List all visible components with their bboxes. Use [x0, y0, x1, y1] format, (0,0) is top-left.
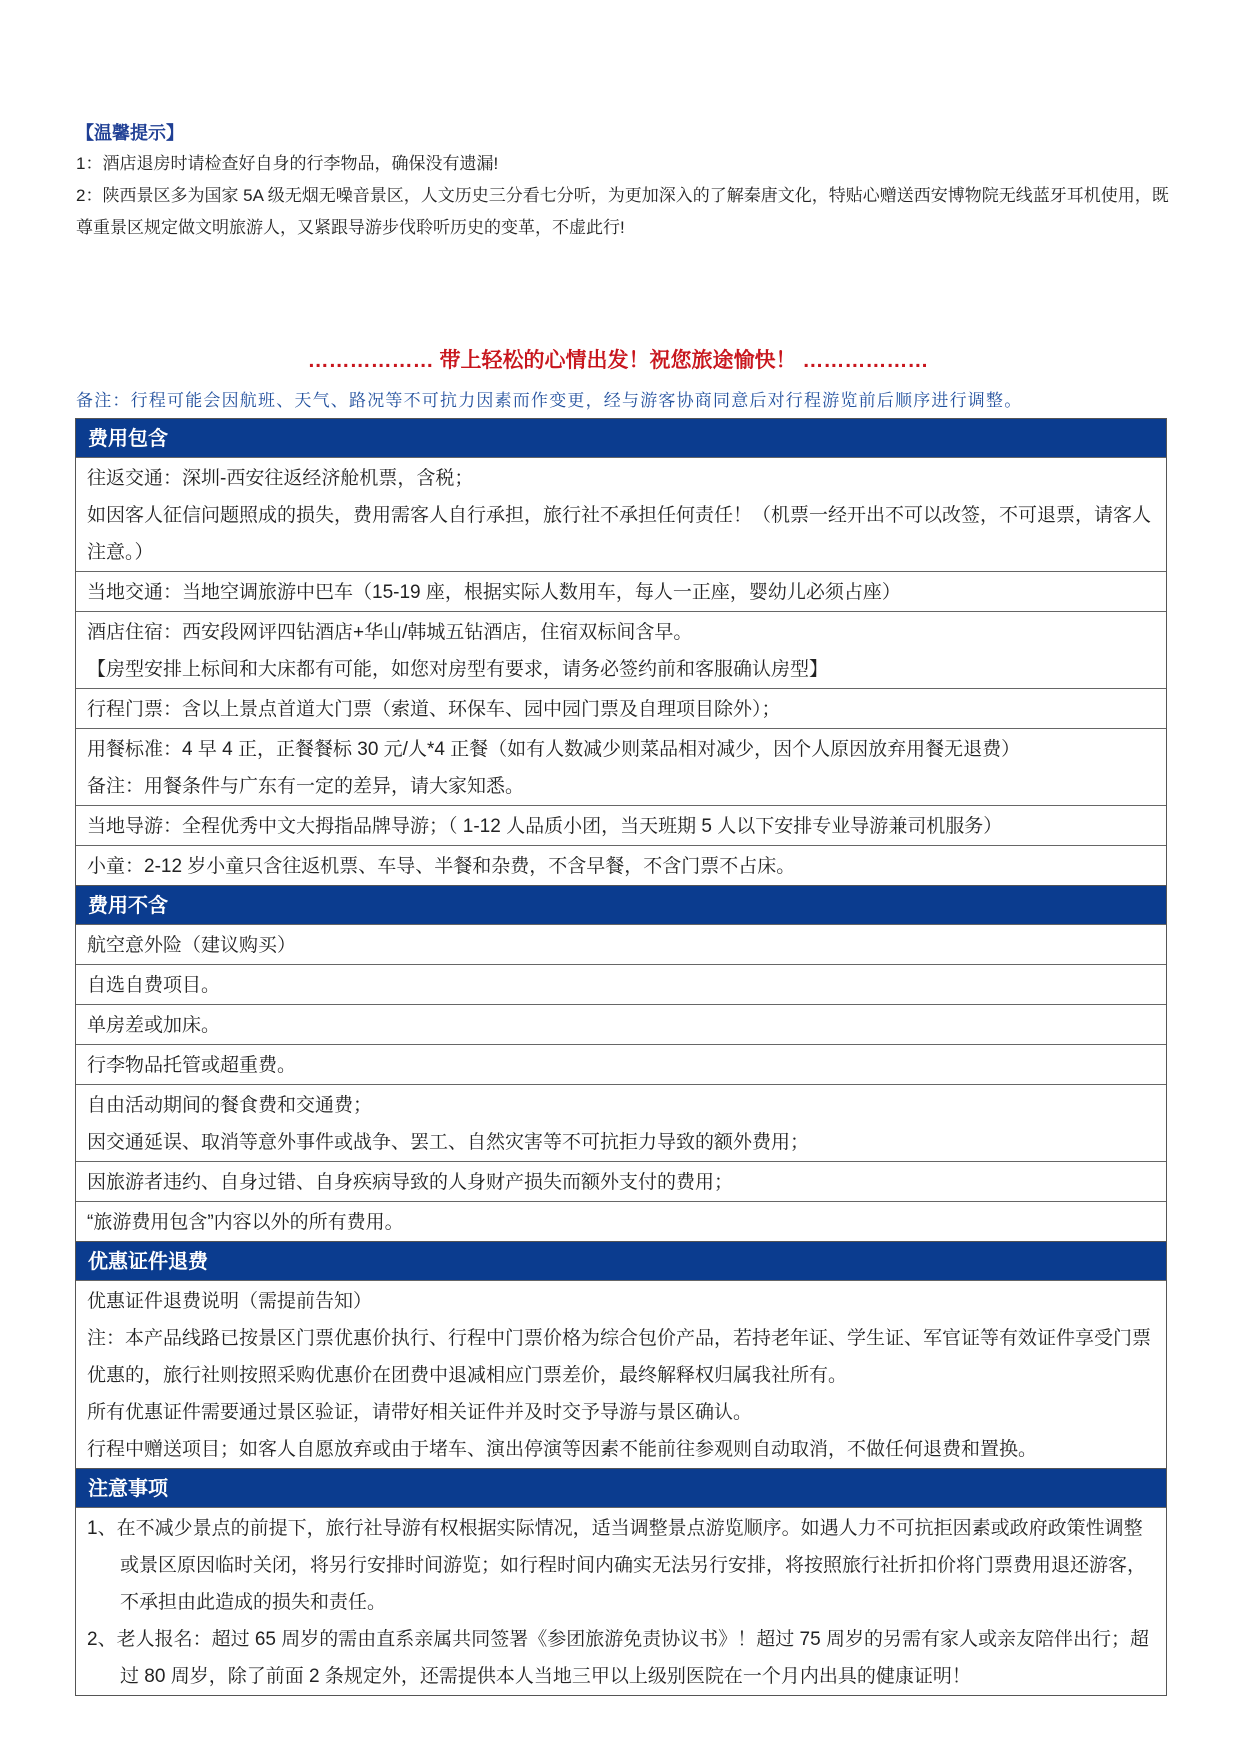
table-row — [76, 457, 1166, 571]
slogan: ……………… 带上轻松的心情出发！祝您旅途愉快！ ……………… — [307, 349, 929, 372]
table-row — [76, 964, 1166, 1004]
table-row — [76, 924, 1166, 964]
tip-item: 2：陕西景区多为国家 5A 级无烟无噪音景区，人文历史三分看七分听，为更加深入的了解秦唐文化，特贴心赠送西安博物院无线蓝牙耳机使用，既尊重景区规定做文明旅游人，又紧跟导游步伐聆听历史的变革，不虚此行! — [76, 186, 1169, 237]
itinerary-note: 备注：行程可能会因航班、天气、路况等不可抗力因素而作变更，经与游客协商同意后对行程游览前后顺序进行调整。 — [76, 391, 1023, 410]
table-row — [76, 1161, 1166, 1201]
notice-item: 1、在不减少景点的前提下，旅行社导游有权根据实际情况，适当调整景点游览顺序。如遇人力不可抗拒因素或政府政策性调整或景区原因临时关闭，将另行安排时间游览；如行程时间内确实无法另行安排，将按照旅行社折扣价将门票费用退还游客，不承担由此造成的损失和责任。 — [87, 1518, 1147, 1613]
row-line: 自由活动期间的餐食费和交通费； — [87, 1095, 373, 1116]
row-line: 当地交通：当地空调旅游中巴车（15-19 座，根据实际人数用车，每人一正座，婴幼儿必须占座） — [87, 582, 901, 603]
row-line: “旅游费用包含”内容以外的所有费用。 — [87, 1212, 404, 1233]
row-line: 往返交通：深圳-西安往返经济舱机票，含税； — [87, 468, 474, 489]
notices-content — [76, 1507, 1166, 1695]
section-header-included: 费用包含 — [76, 418, 1166, 457]
discount-line: 注：本产品线路已按景区门票优惠价执行、行程中门票价格为综合包价产品，若持老年证、学生证、军官证等有效证件享受门票优惠的，旅行社则按照采购优惠价在团费中退减相应门票差价，最终解释权归属我社所有。 — [87, 1328, 1152, 1386]
row-line: 当地导游：全程优秀中文大拇指品牌导游；（ 1-12 人品质小团，当天班期 5 人以下安排专业导游兼司机服务） — [87, 816, 1003, 837]
table-row — [76, 571, 1166, 611]
fee-table — [75, 418, 1167, 1696]
table-row — [76, 845, 1166, 885]
row-line: 行程门票：含以上景点首道大门票（索道、环保车、园中园门票及自理项目除外）； — [87, 699, 781, 720]
notice-item: 2、老人报名：超过 65 周岁的需由直系亲属共同签署《参团旅游免责协议书》！超过 75 周岁的另需有家人或亲友陪伴出行；超过 80 周岁，除了前面 2 条规定外，还需提供本人当地三甲以上级别医院在一个月内出具的健康证明！ — [87, 1629, 1149, 1687]
row-line: 因旅游者违约、自身过错、自身疾病导致的人身财产损失而额外支付的费用； — [87, 1172, 734, 1193]
section-header-notices: 注意事项 — [76, 1468, 1166, 1507]
table-row — [76, 1084, 1166, 1161]
row-line: 如因客人征信问题照成的损失，费用需客人自行承担，旅行社不承担任何责任！（机票一经开出不可以改签，不可退票，请客人注意。） — [87, 505, 1152, 563]
row-line: 因交通延误、取消等意外事件或战争、罢工、自然灾害等不可抗拒力导致的额外费用； — [87, 1132, 810, 1153]
discount-line: 所有优惠证件需要通过景区验证，请带好相关证件并及时交予导游与景区确认。 — [87, 1402, 753, 1423]
table-row — [76, 611, 1166, 688]
section-header-discount: 优惠证件退费 — [76, 1241, 1166, 1280]
row-line: 【房型安排上标间和大床都有可能，如您对房型有要求，请务必签约前和客服确认房型】 — [87, 659, 829, 680]
row-line: 酒店住宿：西安段网评四钻酒店+华山/韩城五钻酒店，住宿双标间含早。 — [87, 622, 693, 643]
tips-title: 【温馨提示】 — [76, 123, 184, 143]
row-line: 行李物品托管或超重费。 — [87, 1055, 297, 1076]
table-row — [76, 805, 1166, 845]
warm-tips — [76, 118, 1176, 244]
row-line: 航空意外险（建议购买） — [87, 935, 297, 956]
discount-line: 行程中赠送项目；如客人自愿放弃或由于堵车、演出停演等因素不能前往参观则自动取消，不做任何退费和置换。 — [87, 1439, 1038, 1460]
table-row — [76, 1004, 1166, 1044]
discount-content — [76, 1280, 1166, 1468]
table-row — [76, 688, 1166, 728]
row-line: 用餐标准：4 早 4 正，正餐餐标 30 元/人*4 正餐（如有人数减少则菜品相对减少，因个人原因放弃用餐无退费） — [87, 739, 1021, 760]
row-line: 单房差或加床。 — [87, 1015, 221, 1036]
table-row — [76, 728, 1166, 805]
row-line: 自选自费项目。 — [87, 975, 221, 996]
row-line: 小童：2-12 岁小童只含往返机票、车导、半餐和杂费，不含早餐，不含门票不占床。 — [87, 856, 796, 877]
discount-line: 优惠证件退费说明（需提前告知） — [87, 1291, 373, 1312]
section-header-excluded: 费用不含 — [76, 885, 1166, 924]
table-row — [76, 1044, 1166, 1084]
row-line: 备注：用餐条件与广东有一定的差异，请大家知悉。 — [87, 776, 525, 797]
table-row — [76, 1201, 1166, 1241]
tip-item: 1：酒店退房时请检查好自身的行李物品，确保没有遗漏! — [76, 154, 499, 173]
